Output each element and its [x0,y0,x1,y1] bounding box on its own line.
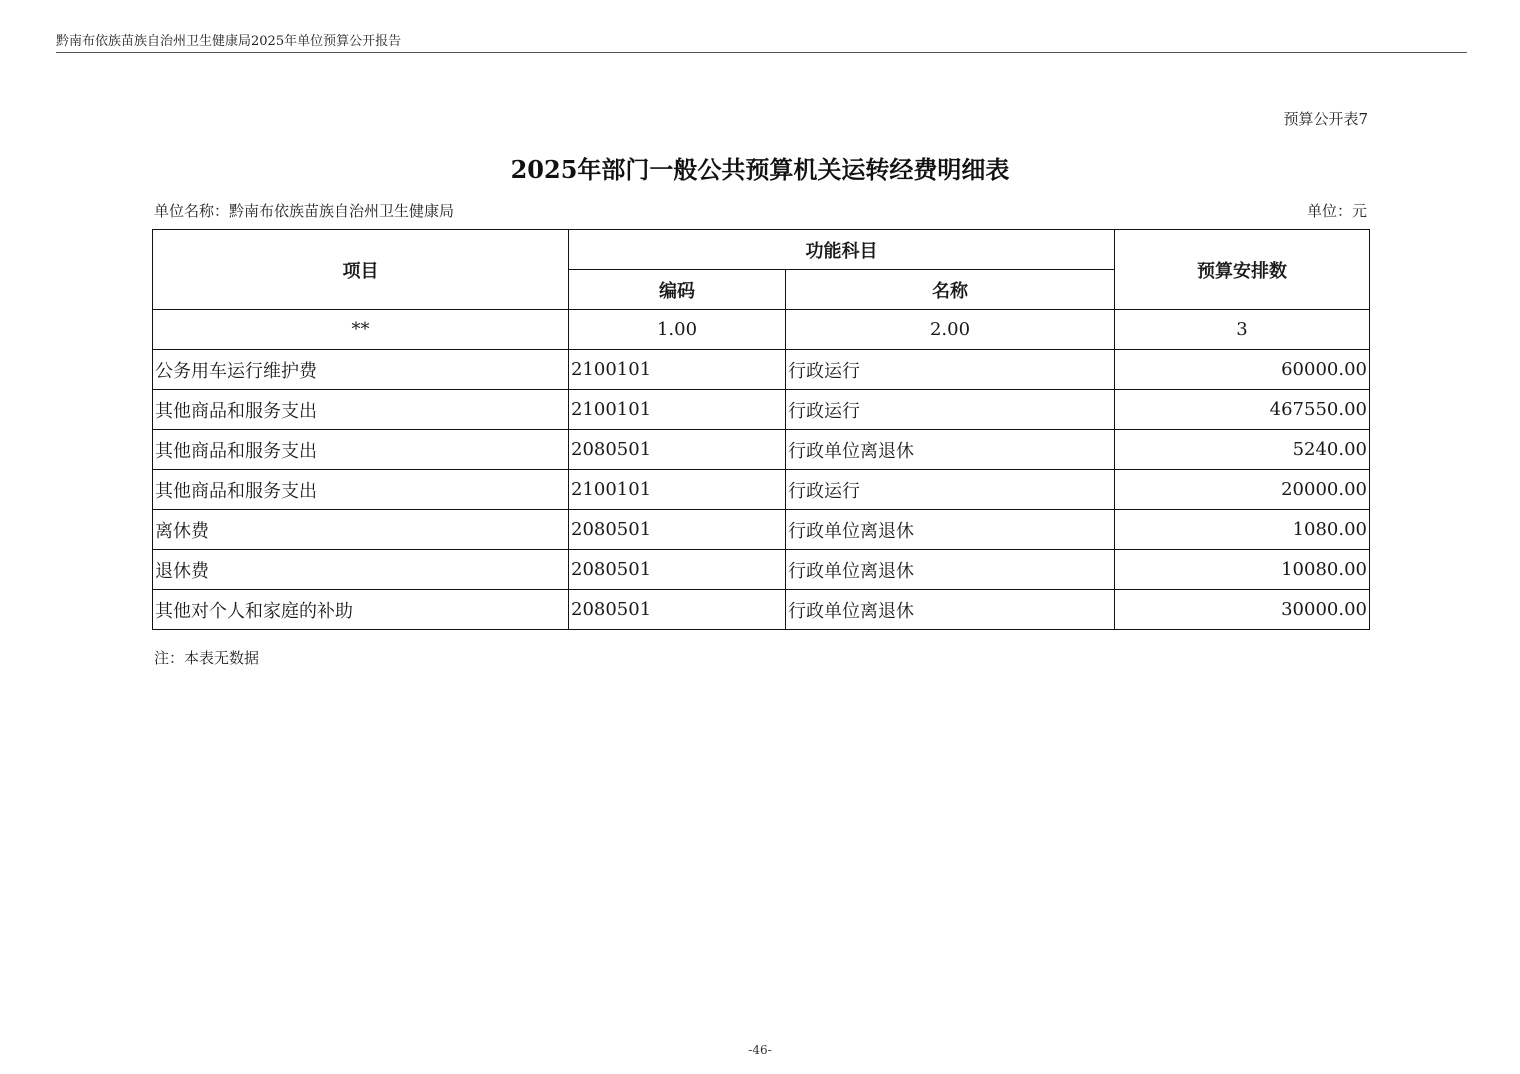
name-cell: 行政单位离退休 [786,590,1115,630]
name-cell: 行政运行 [786,390,1115,430]
code-cell: 2080501 [569,430,786,470]
header-budget: 预算安排数 [1115,230,1370,310]
index-cell: 2.00 [786,310,1115,350]
index-cell: 3 [1115,310,1370,350]
table-number: 预算公开表7 [1283,110,1368,128]
budget-table [152,229,1370,630]
table-row [153,470,1370,510]
item-cell: 其他商品和服务支出 [153,470,569,510]
index-cell: ** [153,310,569,350]
item-cell: 退休费 [153,550,569,590]
table-row [153,550,1370,590]
running-header: 黔南布依族苗族自治州卫生健康局2025年单位预算公开报告 [56,34,402,49]
name-cell: 行政运行 [786,350,1115,390]
header-divider [56,52,1467,53]
item-cell: 其他商品和服务支出 [153,430,569,470]
code-cell: 2080501 [569,550,786,590]
name-cell: 行政运行 [786,470,1115,510]
name-cell: 行政单位离退休 [786,510,1115,550]
amount-cell: 10080.00 [1115,550,1370,590]
code-cell: 2100101 [569,470,786,510]
item-cell: 离休费 [153,510,569,550]
page-number: -46- [748,1043,772,1057]
page-title: 2025年部门一般公共预算机关运转经费明细表 [510,155,1010,184]
item-cell: 公务用车运行维护费 [153,350,569,390]
code-cell: 2100101 [569,390,786,430]
header-item: 项目 [153,230,569,310]
item-cell: 其他对个人和家庭的补助 [153,590,569,630]
header-code: 编码 [569,270,786,310]
amount-cell: 467550.00 [1115,390,1370,430]
amount-cell: 20000.00 [1115,470,1370,510]
index-row [153,310,1370,350]
name-cell: 行政单位离退休 [786,550,1115,590]
name-cell: 行政单位离退休 [786,430,1115,470]
code-cell: 2080501 [569,590,786,630]
currency-unit: 单位：元 [1306,202,1367,220]
header-name: 名称 [786,270,1115,310]
header-function-subject: 功能科目 [569,230,1115,270]
table-row [153,590,1370,630]
header-row-1 [153,230,1370,270]
index-cell: 1.00 [569,310,786,350]
amount-cell: 60000.00 [1115,350,1370,390]
amount-cell: 30000.00 [1115,590,1370,630]
table-row [153,350,1370,390]
table-row [153,430,1370,470]
item-cell: 其他商品和服务支出 [153,390,569,430]
table-row [153,510,1370,550]
code-cell: 2100101 [569,350,786,390]
table-row [153,390,1370,430]
unit-name: 单位名称：黔南布依族苗族自治州卫生健康局 [154,202,455,220]
amount-cell: 1080.00 [1115,510,1370,550]
code-cell: 2080501 [569,510,786,550]
table-note: 注：本表无数据 [154,649,260,667]
amount-cell: 5240.00 [1115,430,1370,470]
